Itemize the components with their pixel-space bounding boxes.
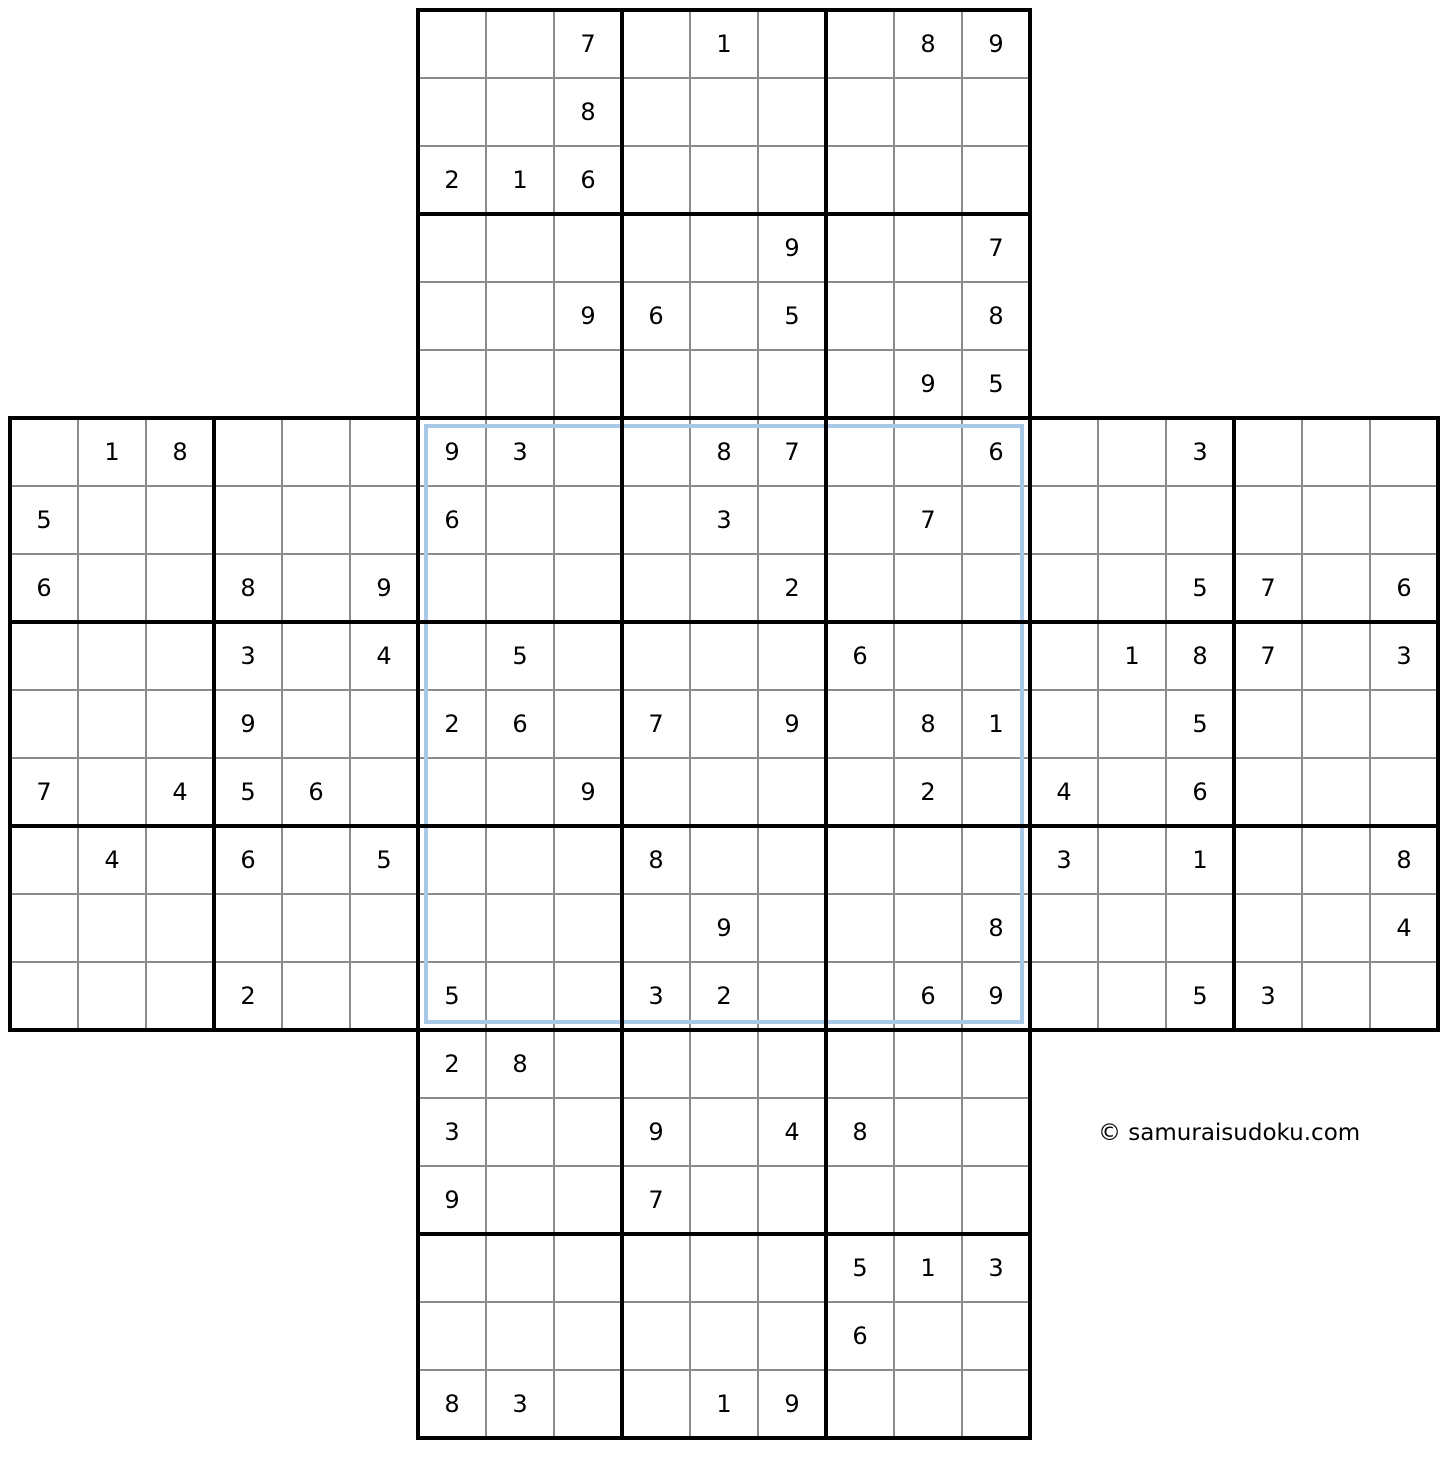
sudoku-cell[interactable] [78, 622, 146, 690]
sudoku-cell[interactable] [1098, 418, 1166, 486]
sudoku-cell[interactable] [894, 78, 962, 146]
sudoku-cell[interactable] [418, 282, 486, 350]
sudoku-cell[interactable] [10, 690, 78, 758]
sudoku-cell[interactable] [1098, 758, 1166, 826]
given-digit: 7 [920, 506, 936, 534]
sudoku-cell[interactable] [622, 622, 690, 690]
sudoku-cell[interactable] [418, 214, 486, 282]
sudoku-cell[interactable] [894, 1166, 962, 1234]
sudoku-cell[interactable] [962, 554, 1030, 622]
given-digit: 1 [920, 1254, 936, 1282]
given-digit: 3 [988, 1254, 1004, 1282]
copyright-notice: © samuraisudoku.com [1098, 1120, 1361, 1146]
sudoku-cell[interactable] [758, 1302, 826, 1370]
given-digit: 2 [920, 778, 936, 806]
given-digit: 8 [716, 438, 732, 466]
sudoku-cell[interactable] [78, 486, 146, 554]
sudoku-cell[interactable] [146, 486, 214, 554]
given-digit: 5 [36, 506, 52, 534]
sudoku-cell[interactable] [282, 554, 350, 622]
given-digit: 5 [1192, 710, 1208, 738]
given-digit: 6 [308, 778, 324, 806]
sudoku-cell[interactable] [622, 1302, 690, 1370]
given-digit: 5 [1192, 574, 1208, 602]
sudoku-cell[interactable] [758, 894, 826, 962]
given-digit: 3 [1192, 438, 1208, 466]
sudoku-cell[interactable] [10, 962, 78, 1030]
given-digit: 8 [444, 1390, 460, 1418]
given-digit: 7 [1260, 574, 1276, 602]
sudoku-cell[interactable] [826, 214, 894, 282]
sudoku-cell[interactable] [282, 690, 350, 758]
sudoku-cell[interactable] [690, 826, 758, 894]
given-digit: 5 [784, 302, 800, 330]
given-digit: 4 [376, 642, 392, 670]
sudoku-cell[interactable] [1234, 690, 1302, 758]
sudoku-cell[interactable] [1302, 486, 1370, 554]
sudoku-cell[interactable] [554, 1166, 622, 1234]
sudoku-cell[interactable] [418, 1234, 486, 1302]
sudoku-cell[interactable] [418, 894, 486, 962]
sudoku-cell[interactable] [1030, 554, 1098, 622]
sudoku-cell[interactable] [622, 1234, 690, 1302]
sudoku-cell[interactable] [554, 1030, 622, 1098]
given-digit: 9 [716, 914, 732, 942]
given-digit: 6 [852, 642, 868, 670]
sudoku-cell[interactable] [962, 826, 1030, 894]
sudoku-cell[interactable] [690, 1098, 758, 1166]
sudoku-cell[interactable] [78, 962, 146, 1030]
sudoku-cell[interactable] [350, 758, 418, 826]
sudoku-cell[interactable] [1234, 826, 1302, 894]
sudoku-cell[interactable] [962, 1098, 1030, 1166]
sudoku-cell[interactable] [1166, 894, 1234, 962]
sudoku-cell[interactable] [826, 418, 894, 486]
given-digit: 9 [784, 234, 800, 262]
sudoku-cell[interactable] [1098, 690, 1166, 758]
given-digit: 9 [920, 370, 936, 398]
sudoku-cell[interactable] [146, 690, 214, 758]
sudoku-cell[interactable] [10, 418, 78, 486]
sudoku-cell[interactable] [10, 826, 78, 894]
sudoku-cell[interactable] [826, 962, 894, 1030]
sudoku-cell[interactable] [1234, 894, 1302, 962]
sudoku-cell[interactable] [1030, 486, 1098, 554]
given-digit: 2 [784, 574, 800, 602]
sudoku-cell[interactable] [962, 1302, 1030, 1370]
given-digit: 8 [172, 438, 188, 466]
sudoku-cell[interactable] [962, 1030, 1030, 1098]
sudoku-cell[interactable] [826, 350, 894, 418]
sudoku-cell[interactable] [962, 1370, 1030, 1438]
given-digit: 3 [512, 438, 528, 466]
sudoku-cell[interactable] [826, 826, 894, 894]
given-digit: 4 [1056, 778, 1072, 806]
sudoku-cell[interactable] [1302, 758, 1370, 826]
given-digit: 8 [580, 98, 596, 126]
sudoku-cell[interactable] [758, 1166, 826, 1234]
given-digit: 8 [240, 574, 256, 602]
sudoku-cell[interactable] [622, 554, 690, 622]
given-digit: 9 [580, 302, 596, 330]
given-digit: 3 [1260, 982, 1276, 1010]
sudoku-cell[interactable] [690, 622, 758, 690]
sudoku-cell[interactable] [1302, 622, 1370, 690]
sudoku-cell[interactable] [962, 146, 1030, 214]
sudoku-cell[interactable] [418, 826, 486, 894]
given-digit: 8 [920, 30, 936, 58]
sudoku-cell[interactable] [962, 622, 1030, 690]
given-digit: 1 [716, 1390, 732, 1418]
sudoku-cell[interactable] [690, 78, 758, 146]
given-digit: 3 [716, 506, 732, 534]
given-digit: 6 [648, 302, 664, 330]
given-digit: 6 [444, 506, 460, 534]
sudoku-cell[interactable] [1302, 554, 1370, 622]
given-digit: 7 [1260, 642, 1276, 670]
given-digit: 1 [988, 710, 1004, 738]
sudoku-cell[interactable] [554, 690, 622, 758]
given-digit: 7 [36, 778, 52, 806]
given-digit: 1 [512, 166, 528, 194]
sudoku-cell[interactable] [10, 622, 78, 690]
sudoku-cell[interactable] [418, 758, 486, 826]
sudoku-cell[interactable] [350, 894, 418, 962]
sudoku-cell[interactable] [1302, 826, 1370, 894]
sudoku-cell[interactable] [622, 1030, 690, 1098]
sudoku-cell[interactable] [690, 1234, 758, 1302]
sudoku-cell[interactable] [758, 78, 826, 146]
sudoku-cell[interactable] [690, 554, 758, 622]
sudoku-cell[interactable] [894, 622, 962, 690]
sudoku-cell[interactable] [1234, 418, 1302, 486]
sudoku-cell[interactable] [622, 418, 690, 486]
given-digit: 3 [1056, 846, 1072, 874]
sudoku-cell[interactable] [418, 622, 486, 690]
sudoku-cell[interactable] [1166, 486, 1234, 554]
sudoku-cell[interactable] [418, 554, 486, 622]
given-digit: 9 [988, 982, 1004, 1010]
given-digit: 7 [648, 710, 664, 738]
sudoku-cell[interactable] [214, 486, 282, 554]
sudoku-cell[interactable] [282, 894, 350, 962]
sudoku-cell[interactable] [622, 146, 690, 214]
sudoku-cell[interactable] [758, 350, 826, 418]
sudoku-cell[interactable] [690, 758, 758, 826]
given-digit: 4 [172, 778, 188, 806]
sudoku-cell[interactable] [758, 962, 826, 1030]
sudoku-cell[interactable] [1302, 894, 1370, 962]
sudoku-cell[interactable] [826, 282, 894, 350]
given-digit: 3 [1396, 642, 1412, 670]
sudoku-cell[interactable] [1098, 486, 1166, 554]
sudoku-cell[interactable] [554, 554, 622, 622]
sudoku-cell[interactable] [690, 1302, 758, 1370]
sudoku-cell[interactable] [690, 146, 758, 214]
sudoku-cell[interactable] [826, 10, 894, 78]
sudoku-cell[interactable] [282, 962, 350, 1030]
given-digit: 6 [36, 574, 52, 602]
given-digit: 3 [240, 642, 256, 670]
given-digit: 2 [444, 710, 460, 738]
given-digit: 6 [240, 846, 256, 874]
sudoku-cell[interactable] [1098, 554, 1166, 622]
given-digit: 5 [1192, 982, 1208, 1010]
sudoku-cell[interactable] [282, 826, 350, 894]
sudoku-cell[interactable] [894, 1030, 962, 1098]
sudoku-cell[interactable] [622, 758, 690, 826]
sudoku-cell[interactable] [758, 10, 826, 78]
sudoku-cell[interactable] [622, 486, 690, 554]
sudoku-cell[interactable] [758, 826, 826, 894]
given-digit: 7 [580, 30, 596, 58]
sudoku-cell[interactable] [894, 146, 962, 214]
sudoku-cell[interactable] [962, 1166, 1030, 1234]
given-digit: 7 [648, 1186, 664, 1214]
sudoku-cell[interactable] [350, 962, 418, 1030]
given-digit: 3 [648, 982, 664, 1010]
sudoku-cell[interactable] [418, 350, 486, 418]
sudoku-cell[interactable] [282, 622, 350, 690]
given-digit: 6 [512, 710, 528, 738]
sudoku-cell[interactable] [758, 1030, 826, 1098]
sudoku-cell[interactable] [894, 282, 962, 350]
sudoku-cell[interactable] [1302, 690, 1370, 758]
sudoku-cell[interactable] [690, 1166, 758, 1234]
given-digit: 5 [240, 778, 256, 806]
sudoku-cell[interactable] [690, 214, 758, 282]
sudoku-cell[interactable] [78, 758, 146, 826]
sudoku-cell[interactable] [690, 282, 758, 350]
sudoku-cell[interactable] [622, 10, 690, 78]
given-digit: 3 [512, 1390, 528, 1418]
sudoku-cell[interactable] [1030, 962, 1098, 1030]
given-digit: 5 [376, 846, 392, 874]
sudoku-cell[interactable] [758, 758, 826, 826]
given-digit: 9 [580, 778, 596, 806]
sudoku-cell[interactable] [1370, 418, 1438, 486]
sudoku-cell[interactable] [146, 622, 214, 690]
sudoku-cell[interactable] [146, 826, 214, 894]
sudoku-cell[interactable] [418, 1302, 486, 1370]
given-digit: 8 [1396, 846, 1412, 874]
given-digit: 1 [1124, 642, 1140, 670]
sudoku-cell[interactable] [622, 214, 690, 282]
given-digit: 4 [1396, 914, 1412, 942]
sudoku-cell[interactable] [1370, 962, 1438, 1030]
sudoku-cell[interactable] [826, 78, 894, 146]
given-digit: 2 [444, 1050, 460, 1078]
given-digit: 9 [648, 1118, 664, 1146]
given-digit: 6 [920, 982, 936, 1010]
sudoku-cell[interactable] [1370, 758, 1438, 826]
sudoku-cell[interactable] [758, 146, 826, 214]
sudoku-cell[interactable] [1030, 690, 1098, 758]
given-digit: 7 [988, 234, 1004, 262]
given-digit: 8 [988, 914, 1004, 942]
sudoku-cell[interactable] [554, 486, 622, 554]
sudoku-cell[interactable] [486, 214, 554, 282]
given-digit: 2 [716, 982, 732, 1010]
given-digit: 4 [784, 1118, 800, 1146]
given-digit: 2 [444, 166, 460, 194]
sudoku-cell[interactable] [622, 78, 690, 146]
given-digit: 9 [784, 1390, 800, 1418]
given-digit: 5 [512, 642, 528, 670]
sudoku-cell[interactable] [554, 1234, 622, 1302]
sudoku-cell[interactable] [282, 486, 350, 554]
sudoku-cell[interactable] [486, 350, 554, 418]
sudoku-cell[interactable] [78, 554, 146, 622]
given-digit: 5 [852, 1254, 868, 1282]
sudoku-cell[interactable] [826, 554, 894, 622]
sudoku-cell[interactable] [894, 826, 962, 894]
sudoku-cell[interactable] [826, 486, 894, 554]
sudoku-cell[interactable] [758, 486, 826, 554]
sudoku-cell[interactable] [554, 214, 622, 282]
sudoku-cell[interactable] [826, 1166, 894, 1234]
sudoku-cell[interactable] [486, 758, 554, 826]
sudoku-cell[interactable] [554, 1370, 622, 1438]
given-digit: 8 [1192, 642, 1208, 670]
given-digit: 9 [784, 710, 800, 738]
sudoku-cell[interactable] [146, 554, 214, 622]
sudoku-cell[interactable] [622, 1370, 690, 1438]
sudoku-cell[interactable] [690, 690, 758, 758]
given-digit: 2 [240, 982, 256, 1010]
sudoku-cell[interactable] [894, 214, 962, 282]
sudoku-cell[interactable] [350, 418, 418, 486]
sudoku-cell[interactable] [826, 146, 894, 214]
sudoku-cell[interactable] [690, 350, 758, 418]
sudoku-cell[interactable] [758, 622, 826, 690]
sudoku-cell[interactable] [554, 1302, 622, 1370]
sudoku-cell[interactable] [1098, 826, 1166, 894]
given-digit: 6 [580, 166, 596, 194]
sudoku-cell[interactable] [486, 78, 554, 146]
sudoku-cell[interactable] [486, 962, 554, 1030]
given-digit: 9 [376, 574, 392, 602]
given-digit: 6 [988, 438, 1004, 466]
sudoku-cell[interactable] [1370, 690, 1438, 758]
sudoku-cell[interactable] [1098, 894, 1166, 962]
sudoku-cell[interactable] [894, 894, 962, 962]
sudoku-cell[interactable] [554, 350, 622, 418]
sudoku-cell[interactable] [826, 690, 894, 758]
given-digit: 9 [988, 30, 1004, 58]
sudoku-cell[interactable] [418, 78, 486, 146]
given-digit: 1 [104, 438, 120, 466]
sudoku-cell[interactable] [1302, 962, 1370, 1030]
given-digit: 8 [988, 302, 1004, 330]
sudoku-cell[interactable] [1302, 418, 1370, 486]
sudoku-cell[interactable] [826, 758, 894, 826]
sudoku-cell[interactable] [486, 1234, 554, 1302]
sudoku-cell[interactable] [554, 894, 622, 962]
sudoku-cell[interactable] [146, 962, 214, 1030]
sudoku-cell[interactable] [1370, 486, 1438, 554]
sudoku-cell[interactable] [826, 894, 894, 962]
sudoku-cell[interactable] [894, 1370, 962, 1438]
given-digit: 6 [852, 1322, 868, 1350]
sudoku-cell[interactable] [10, 894, 78, 962]
sudoku-cell[interactable] [894, 554, 962, 622]
sudoku-cell[interactable] [486, 1098, 554, 1166]
sudoku-cell[interactable] [1234, 758, 1302, 826]
given-digit: 8 [648, 846, 664, 874]
given-digit: 7 [784, 438, 800, 466]
sudoku-cell[interactable] [486, 826, 554, 894]
given-digit: 5 [444, 982, 460, 1010]
given-digit: 8 [920, 710, 936, 738]
sudoku-cell[interactable] [962, 78, 1030, 146]
sudoku-cell[interactable] [486, 282, 554, 350]
sudoku-cell[interactable] [826, 1030, 894, 1098]
sudoku-cell[interactable] [486, 894, 554, 962]
sudoku-cell[interactable] [78, 894, 146, 962]
sudoku-cell[interactable] [486, 486, 554, 554]
sudoku-cell[interactable] [486, 1302, 554, 1370]
sudoku-cell[interactable] [554, 622, 622, 690]
sudoku-cell[interactable] [486, 554, 554, 622]
given-digit: 9 [240, 710, 256, 738]
sudoku-cell[interactable] [78, 690, 146, 758]
given-digit: 6 [1396, 574, 1412, 602]
given-digit: 9 [444, 438, 460, 466]
given-digit: 9 [444, 1186, 460, 1214]
sudoku-cell[interactable] [214, 418, 282, 486]
sudoku-cell[interactable] [554, 962, 622, 1030]
sudoku-cell[interactable] [554, 1098, 622, 1166]
given-digit: 6 [1192, 778, 1208, 806]
sudoku-cell[interactable] [486, 1166, 554, 1234]
sudoku-cell[interactable] [350, 486, 418, 554]
given-digit: 3 [444, 1118, 460, 1146]
sudoku-cell[interactable] [758, 1234, 826, 1302]
sudoku-cell[interactable] [350, 690, 418, 758]
sudoku-cell[interactable] [826, 1370, 894, 1438]
sudoku-cell[interactable] [282, 418, 350, 486]
sudoku-cell[interactable] [554, 418, 622, 486]
given-digit: 8 [512, 1050, 528, 1078]
sudoku-cell[interactable] [894, 1302, 962, 1370]
sudoku-cell[interactable] [962, 486, 1030, 554]
sudoku-cell[interactable] [894, 418, 962, 486]
sudoku-cell[interactable] [690, 1030, 758, 1098]
given-digit: 8 [852, 1118, 868, 1146]
sudoku-cell[interactable] [1030, 622, 1098, 690]
sudoku-cell[interactable] [1030, 894, 1098, 962]
given-digit: 5 [988, 370, 1004, 398]
sudoku-cell[interactable] [486, 10, 554, 78]
sudoku-cell[interactable] [146, 894, 214, 962]
given-digit: 4 [104, 846, 120, 874]
sudoku-cell[interactable] [622, 350, 690, 418]
sudoku-cell[interactable] [894, 1098, 962, 1166]
sudoku-cell[interactable] [622, 894, 690, 962]
sudoku-cell[interactable] [214, 894, 282, 962]
sudoku-cell[interactable] [962, 758, 1030, 826]
sudoku-cell[interactable] [1098, 962, 1166, 1030]
sudoku-cell[interactable] [418, 10, 486, 78]
given-digit: 1 [1192, 846, 1208, 874]
sudoku-cell[interactable] [554, 826, 622, 894]
sudoku-cell[interactable] [1030, 418, 1098, 486]
sudoku-cell[interactable] [1234, 486, 1302, 554]
given-digit: 1 [716, 30, 732, 58]
